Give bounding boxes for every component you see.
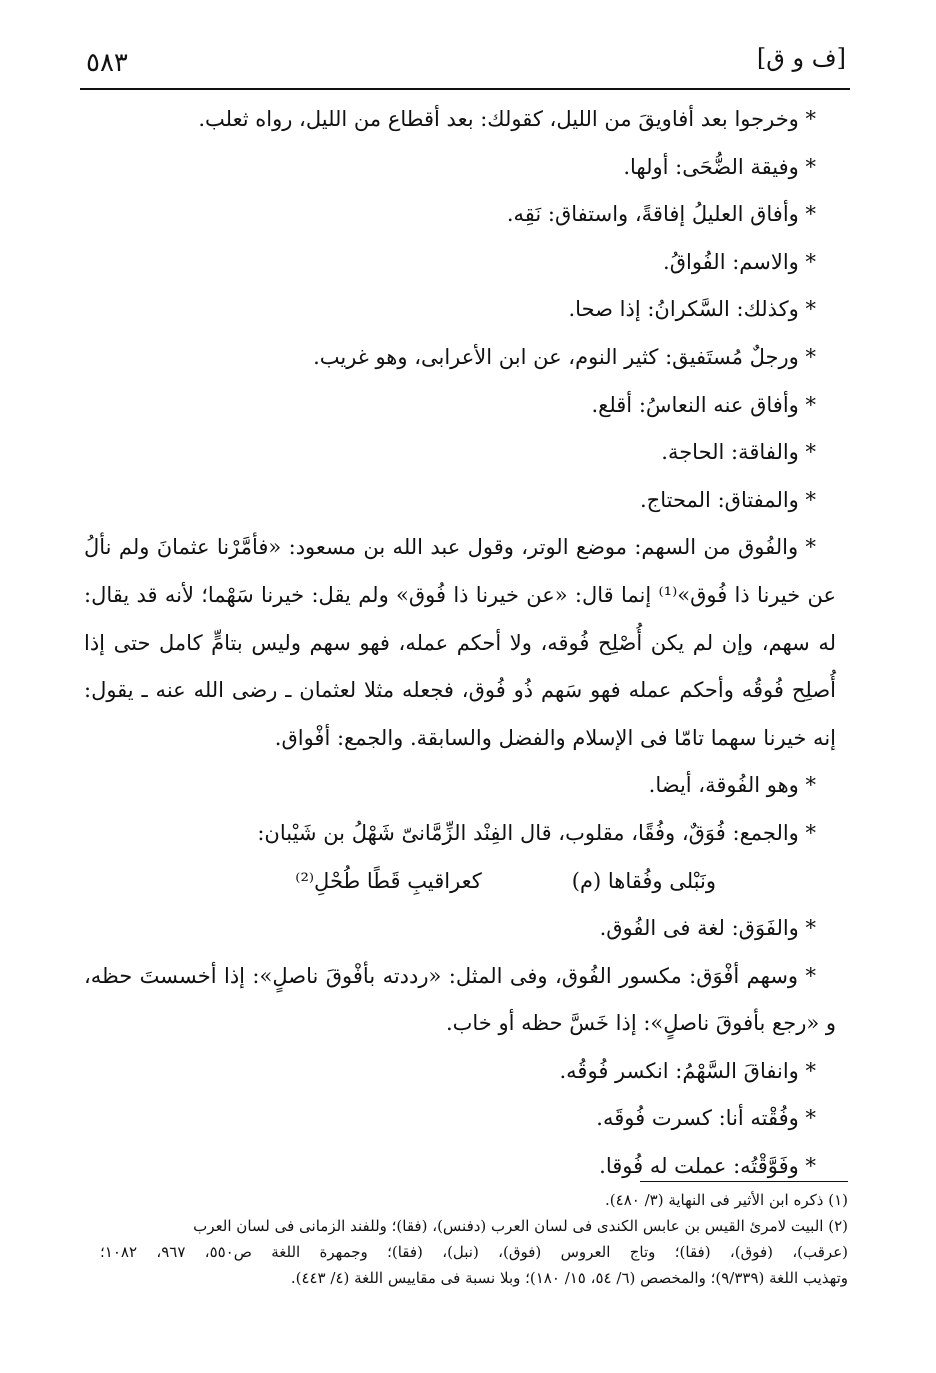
entry-fawwaqtuh: * وفَوَّقْتُه: عملت له فُوقا. (599, 1154, 816, 1179)
paragraph-alfuq (84, 524, 836, 762)
entry-alfawaq: * والفَوَق: لغة فى الفُوق. (599, 916, 816, 941)
paragraph-afwaq (84, 953, 836, 1048)
entry-alsakran: * وكذلك: السَّكرانُ: إذا صحا. (568, 297, 816, 322)
entry-aljam: * والجمع: فُوَقٌ، وفُقًا، مقلوب، قال الفِنْد الزِّمَّانىّ شَهْلُ بن شَيْبان: (257, 820, 816, 845)
footnote-2: (٢) البيت لامرئ القيس بن عابس الكندى فى لسان العرب (دفنس)، (فقا)؛ وللفند الزمانى فى لسان العرب (193, 1217, 848, 1235)
entry-infaq: * وانفاقَ السَّهْمُ: انكسر فُوقُه. (559, 1058, 816, 1083)
main-text (84, 96, 836, 1191)
entry-afawiq: * وخرجوا بعد أفاويقَ من الليل، كقولك: بعد أقطاع من الليل، رواه ثعلب. (198, 107, 816, 131)
page-number: ٥٨٣ (86, 48, 128, 78)
poetry-verse (84, 858, 836, 906)
verse-hemistich-first: ونَبْلى وفُقاها (م) (571, 868, 716, 893)
paragraph-line: إنه خيرنا سهما تامّا فى الإسلام والفضل والسابقة. والجمع: أفْواق. (274, 725, 836, 750)
paragraph-line: * وسهم أفْوَق: مكسور الفُوق، وفى المثل: «رددته بأفْوقَ ناصلٍ»: إذا أخسستَ حظه، (84, 963, 816, 988)
footnotes (100, 1187, 848, 1291)
paragraph-line: أُصلِح فُوقُه وأحكم عمله فهو سَهم ذُو فُوق، فجعله مثلا لعثمان ـ رضى الله عنه ـ يقول: (84, 678, 836, 703)
paragraph-line: و «رجع بأفوقَ ناصلٍ»: إذا خَسَّ حظه أو خاب. (445, 1011, 836, 1036)
header-rule (80, 88, 850, 90)
paragraph-line: له سهم، وإن لم يكن أُصْلِح فُوقه، ولا أحكم عمله، فهو سهم وليس بتامٍّ كامل حتى إذا (84, 630, 836, 655)
entry-afaq-alalil: * وأفاق العليلُ إفاقةً، واستفاق: نَقِه. (506, 202, 816, 227)
root-heading: [ف و ق] (756, 44, 846, 72)
entry-fuqtuh: * وفُقْته أنا: كسرت فُوقَه. (596, 1106, 816, 1131)
footnote-rule (640, 1181, 848, 1182)
footnote-2-continued: (عرقب)، (فوق)، (فقا)؛ وتاج العروس (فوق)، (نبل)، (فقا)؛ وجمهرة اللغة ص٥٥٠، ٩٦٧، ١٠٨٢؛ (100, 1243, 849, 1261)
paragraph-line: عن خيرنا ذا فُوق»⁽¹⁾ إنما قال: «عن خيرنا ذا فُوق» ولم يقل: خيرنا سَهْما؛ لأنه قد يقال: (84, 582, 836, 607)
verse-hemistich-second: كعراقيبِ قَطًا طُحْلِ⁽²⁾ (295, 868, 482, 893)
entry-almuftaq: * والمفتاق: المحتاج. (640, 487, 816, 512)
entry-alfaqa: * والفاقة: الحاجة. (661, 440, 816, 465)
footnote-2-continued: وتهذيب اللغة (٩/٣٣٩)؛ والمخصص (٦/ ٥٤، ١٥/ ١٨٠)؛ وبلا نسبة فى مقاييس اللغة (٤/ ٤٤٣). (290, 1269, 848, 1287)
entry-alnuas: * وأفاق عنه النعاسُ: أقلع. (591, 392, 816, 417)
page-header (80, 40, 850, 88)
entry-mustafiq: * ورجلٌ مُستَفيق: كثير النوم، عن ابن الأعرابى، وهو غريب. (313, 344, 816, 369)
entry-alfuwaq: * والاسم: الفُواقُ. (663, 249, 816, 274)
paragraph-line: * والفُوق من السهم: موضع الوتر، وقول عبد الله بن مسعود: «فأمَّرْنا عثمانَ ولم نألُ (84, 535, 816, 560)
footnote-1: (١) ذكره ابن الأثير فى النهاية (٣/ ٤٨٠). (605, 1191, 848, 1209)
entry-fayqat-aldhuha: * وفيقة الضُّحَى: أولها. (623, 154, 816, 179)
entry-alfuwqa: * وهو الفُوقة، أيضا. (648, 773, 816, 798)
